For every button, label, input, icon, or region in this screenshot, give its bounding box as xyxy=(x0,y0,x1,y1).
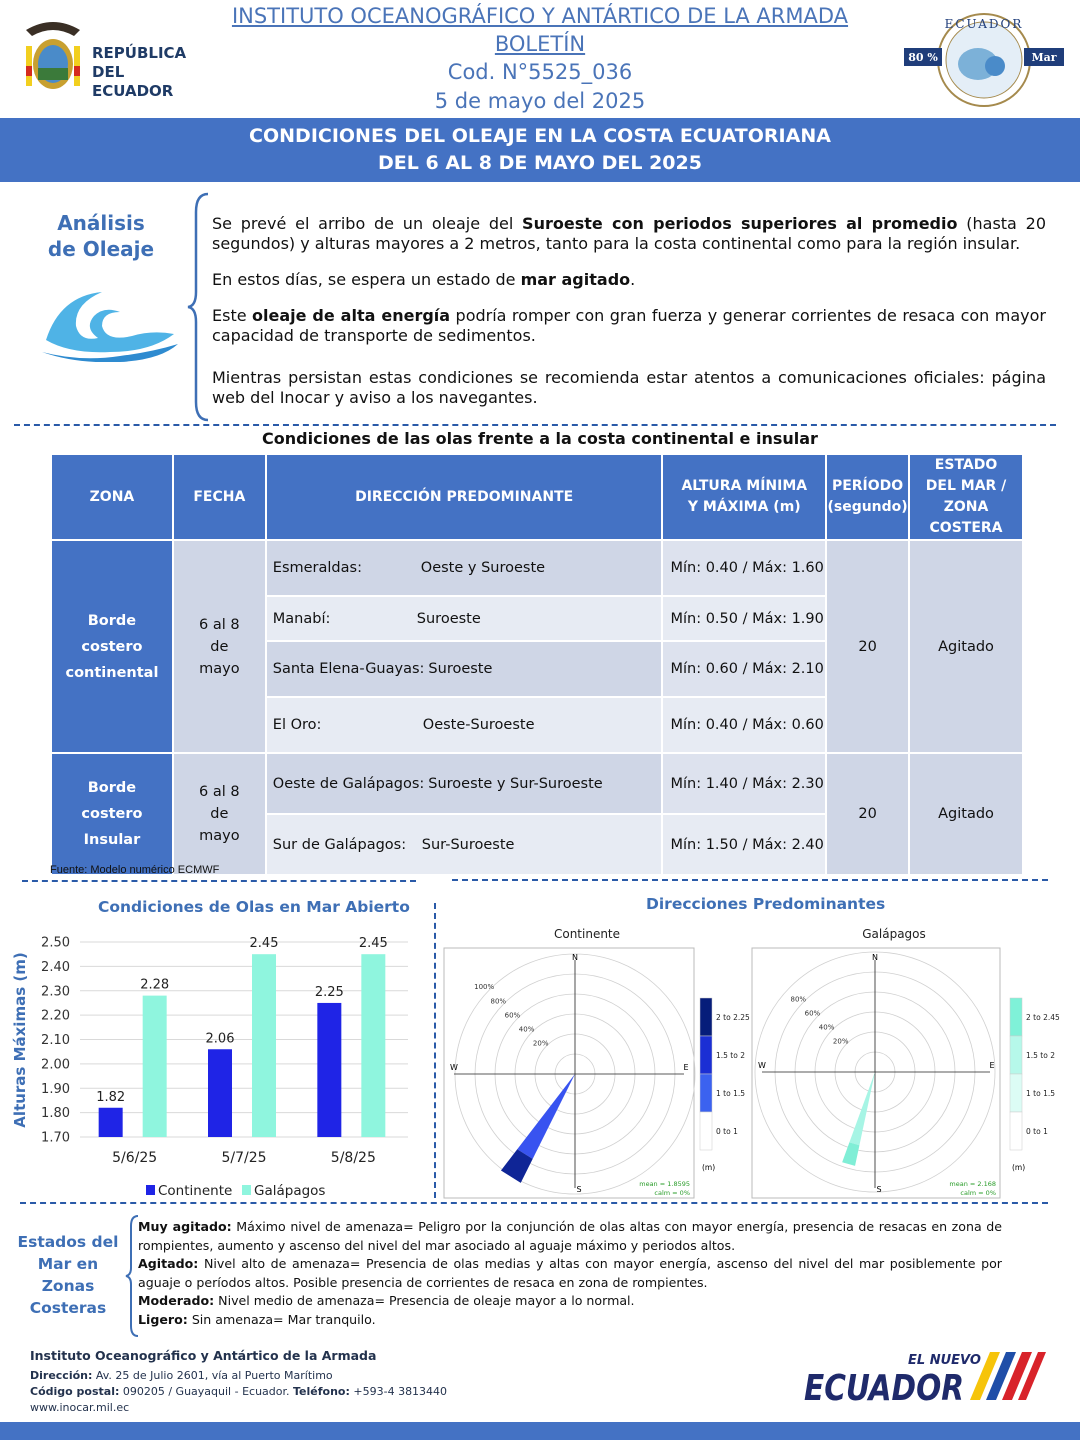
bar-continente xyxy=(317,1003,341,1137)
bar-galápagos xyxy=(143,996,167,1137)
state-label: Agitado: xyxy=(138,1256,199,1271)
bar-continente xyxy=(208,1049,232,1137)
table-title: Condiciones de las olas frente a la costa continental e insular xyxy=(262,429,818,448)
el-nuevo-ecuador-logo xyxy=(800,1348,1050,1408)
analysis-paragraph-1 xyxy=(212,214,1046,254)
rose-legend-swatch xyxy=(1010,1112,1022,1150)
table-header-row xyxy=(51,454,1023,540)
rose-legend-label: 1 to 1.5 xyxy=(716,1089,745,1098)
ecuador-mar-seal xyxy=(900,8,1068,112)
legend-swatch xyxy=(242,1185,251,1195)
banner-line2: DEL 6 AL 8 DE MAYO DEL 2025 xyxy=(378,152,702,174)
state-desc: Máximo nivel de amenaza= Peligro por la conjunción de olas altas con mayor energía, presencia de resacas en zona de rompientes, aumento y ascenso del nivel del mar asociado al aguaje máximo y periodos altos. xyxy=(138,1219,1002,1253)
p2-a: En estos días, se espera un estado de xyxy=(212,270,521,289)
p3-a: Este xyxy=(212,306,253,325)
rose-legend-unit: (m) xyxy=(1012,1163,1026,1172)
divider-dashed xyxy=(22,880,416,882)
p1-bold: Suroeste con periodos superiores al promedio xyxy=(522,214,958,233)
table-row xyxy=(51,753,1023,814)
state-desc: Nivel alto de amenaza= Presencia de olas medias y altas con mayor energía, ascenso del nivel del mar posiblemente por aguaje o períodos altos. Posible presencia de corrientes de resaca en zona de rompientes. xyxy=(138,1256,1002,1290)
rose-legend-swatch xyxy=(1010,1074,1022,1112)
banner-line1: CONDICIONES DEL OLEAJE EN LA COSTA ECUATORIANA xyxy=(249,125,831,147)
height-cell: Mín: 1.50 / Máx: 2.40 xyxy=(662,814,826,875)
state-moderado xyxy=(138,1292,1002,1311)
rose-legend-swatch xyxy=(700,998,712,1036)
seal-right-text: Mar xyxy=(1031,51,1057,64)
zip-label: Código postal: xyxy=(30,1385,120,1398)
footer-zip xyxy=(30,1384,447,1400)
rose-legend-label: 1 to 1.5 xyxy=(1026,1089,1055,1098)
data-label: 2.45 xyxy=(358,936,388,952)
states-text xyxy=(138,1218,1002,1329)
states-title xyxy=(12,1231,124,1319)
analysis-title-line1: Análisis xyxy=(57,211,145,235)
seal-top-text: ECUADOR xyxy=(944,17,1024,31)
zone-continental: Borde costero continental xyxy=(51,540,173,753)
place-name: Esmeraldas: xyxy=(272,560,362,576)
ring-label: 100% xyxy=(474,983,495,992)
ring-label: 80% xyxy=(790,995,807,1004)
ring-label: 20% xyxy=(832,1037,849,1046)
republic-line1: REPÚBLICA xyxy=(92,44,187,62)
y-tick-label: 2.20 xyxy=(41,1008,70,1024)
direction-value: Oeste-Suroeste xyxy=(422,717,535,733)
rose-legend-label: 1.5 to 2 xyxy=(1026,1051,1055,1060)
legend-label: Galápagos xyxy=(254,1183,326,1199)
zone-insular: Borde costero Insular xyxy=(51,753,173,875)
y-tick-label: 2.00 xyxy=(41,1057,70,1073)
direction-cell xyxy=(266,596,663,641)
rose-legend-swatch xyxy=(1010,1036,1022,1074)
legend-label: Continente xyxy=(158,1183,233,1199)
place-name: Santa Elena-Guayas: xyxy=(272,661,425,677)
tel-value: +593-4 3813440 xyxy=(349,1385,448,1398)
states-title-line2: Mar en Zonas xyxy=(37,1255,99,1295)
compass-e: E xyxy=(683,1063,689,1072)
state-ligero xyxy=(138,1311,1002,1330)
height-cell: Mín: 1.40 / Máx: 2.30 xyxy=(662,753,826,814)
data-label: 2.45 xyxy=(249,936,279,952)
header-direccion: DIRECCIÓN PREDOMINANTE xyxy=(266,454,663,540)
bulletin-date: 5 de mayo del 2025 xyxy=(434,89,646,113)
header-zona: ZONA xyxy=(51,454,173,540)
rose-legend-swatch xyxy=(700,1112,712,1150)
place-name: Manabí: xyxy=(272,610,331,627)
fecha-continental: 6 al 8 de mayo xyxy=(173,540,266,753)
ring-label: 60% xyxy=(804,1009,821,1018)
analysis-title-line2: de Oleaje xyxy=(47,237,155,261)
compass-w: W xyxy=(450,1063,458,1072)
analysis-paragraph-2 xyxy=(212,270,1046,290)
header-fecha: FECHA xyxy=(173,454,266,540)
compass-w: W xyxy=(758,1061,766,1070)
direction-cell xyxy=(266,641,663,697)
data-label: 1.82 xyxy=(96,1089,126,1105)
p1-a: Se prevé el arribo de un oleaje del xyxy=(212,214,523,233)
institute-title[interactable]: INSTITUTO OCEANOGRÁFICO Y ANTÁRTICO DE LA ARMADA xyxy=(231,4,849,28)
rose-chart-title: Direcciones Predominantes xyxy=(646,895,886,913)
state-desc: Sin amenaza= Mar tranquilo. xyxy=(187,1311,376,1327)
wave-conditions-table xyxy=(50,453,1024,876)
place-name: Oeste de Galápagos: xyxy=(272,775,425,792)
rose-panel-title: Galápagos xyxy=(862,927,926,941)
y-tick-label: 1.80 xyxy=(41,1106,70,1122)
direction-value: Suroeste xyxy=(416,610,481,627)
addr-value: Av. 25 de Julio 2601, vía al Puerto Marítimo xyxy=(92,1369,333,1382)
rose-stat-mean: mean = 2.168 xyxy=(949,1180,996,1188)
y-tick-label: 2.30 xyxy=(41,984,70,1000)
analysis-title xyxy=(30,210,172,262)
republica-ecuador-logo xyxy=(18,16,198,98)
y-tick-label: 2.10 xyxy=(41,1033,70,1048)
ring-label: 20% xyxy=(532,1039,549,1048)
footer-contact xyxy=(30,1348,447,1416)
state-agitado xyxy=(138,1255,1002,1292)
compass-n: N xyxy=(872,953,878,962)
y-tick-label: 2.40 xyxy=(41,959,70,975)
bulletin-title[interactable]: BOLETÍN xyxy=(494,32,586,56)
rose-legend-label: 1.5 to 2 xyxy=(716,1051,745,1060)
y-tick-label: 1.70 xyxy=(41,1130,70,1146)
bar-chart-title: Condiciones de Olas en Mar Abierto xyxy=(98,898,410,916)
header-altura: ALTURA MÍNIMA Y MÁXIMA (m) xyxy=(662,454,826,540)
compass-e: E xyxy=(989,1061,995,1070)
compass-n: N xyxy=(572,953,578,962)
divider-vertical xyxy=(434,903,436,1198)
bar-continente xyxy=(99,1108,123,1137)
place-name: Sur de Galápagos: xyxy=(272,836,407,853)
rose-legend-label: 0 to 1 xyxy=(716,1127,738,1136)
tel-label: Teléfono: xyxy=(293,1385,350,1398)
table-source: Fuente: Modelo numérico ECMWF xyxy=(50,864,220,876)
direction-cell xyxy=(266,814,663,875)
divider-dashed xyxy=(20,1202,1048,1204)
bar-galápagos xyxy=(252,954,276,1137)
addr-label: Dirección: xyxy=(30,1369,93,1382)
direction-value: Suroeste xyxy=(428,661,493,677)
title-banner xyxy=(0,118,1080,182)
periodo-insular: 20 xyxy=(826,753,909,875)
x-tick-label: 5/6/25 xyxy=(112,1150,158,1166)
divider-dashed xyxy=(14,424,1056,426)
rose-legend-swatch xyxy=(1010,998,1022,1036)
bulletin-code: Cod. N°5525_036 xyxy=(447,60,633,84)
states-title-line3: Costeras xyxy=(29,1299,107,1317)
place-name: El Oro: xyxy=(272,717,322,733)
rose-legend-label: 0 to 1 xyxy=(1026,1127,1048,1136)
p2-c: . xyxy=(630,270,636,289)
coat-of-arms-icon xyxy=(18,16,88,98)
rose-stat-calm: calm = 0% xyxy=(654,1189,690,1197)
bottom-bar xyxy=(0,1422,1080,1440)
direction-value: Suroeste y Sur-Suroeste xyxy=(428,775,603,792)
footer-web[interactable]: www.inocar.mil.ec xyxy=(30,1401,130,1414)
direction-value: Oeste y Suroeste xyxy=(420,560,546,576)
rose-legend-label: 2 to 2.25 xyxy=(716,1013,750,1022)
state-label: Moderado: xyxy=(138,1293,215,1308)
p2-bold: mar agitado xyxy=(520,270,631,289)
table-row xyxy=(51,540,1023,596)
p1-c: (hasta 20 segundos) y alturas mayores a 2 metros, tanto para la costa continental como para la región insular. xyxy=(212,214,1047,253)
x-tick-label: 5/8/25 xyxy=(330,1150,376,1166)
zip-value: 090205 / Guayaquil - Ecuador. xyxy=(119,1385,294,1398)
y-axis-label: Alturas Máximas (m) xyxy=(11,952,29,1128)
fecha-insular: 6 al 8 de mayo xyxy=(173,753,266,875)
analysis-text xyxy=(212,214,1046,424)
rose-panel-title: Continente xyxy=(553,927,621,941)
direction-cell xyxy=(266,540,663,596)
ring-label: 40% xyxy=(818,1023,835,1032)
header-estado: ESTADO DEL MAR / ZONA COSTERA xyxy=(909,454,1023,540)
ring-label: 60% xyxy=(504,1011,521,1020)
height-cell: Mín: 0.40 / Máx: 0.60 xyxy=(662,697,826,753)
data-label: 2.25 xyxy=(314,984,344,1000)
states-title-line1: Estados del xyxy=(17,1233,119,1251)
data-label: 2.06 xyxy=(205,1031,235,1047)
height-cell: Mín: 0.50 / Máx: 1.90 xyxy=(662,596,826,641)
state-label: Ligero: xyxy=(138,1311,188,1327)
bar-chart xyxy=(0,920,420,1205)
rose-legend-swatch xyxy=(700,1074,712,1112)
compass-s: S xyxy=(876,1185,882,1194)
footer-name: Instituto Oceanográfico y Antártico de la Armada xyxy=(30,1348,377,1363)
x-tick-label: 5/7/25 xyxy=(221,1150,267,1166)
rose-legend-unit: (m) xyxy=(702,1163,716,1172)
logo-main-text: ECUADOR xyxy=(804,1368,964,1408)
legend-swatch xyxy=(146,1185,155,1195)
state-muy-agitado xyxy=(138,1218,1002,1255)
data-label: 2.28 xyxy=(140,977,170,993)
compass-s: S xyxy=(576,1185,582,1194)
periodo-continental: 20 xyxy=(826,540,909,753)
p3-bold: oleaje de alta energía xyxy=(252,306,451,325)
analysis-brace xyxy=(186,192,210,422)
logo-top-text: EL NUEVO xyxy=(908,1353,981,1368)
ring-label: 40% xyxy=(518,1025,535,1034)
rose-frame xyxy=(752,948,1000,1198)
divider-dashed xyxy=(452,879,1048,881)
ring-label: 80% xyxy=(490,997,507,1006)
seal-left-text: 80 % xyxy=(908,51,938,64)
rose-legend-label: 2 to 2.45 xyxy=(1026,1013,1060,1022)
y-tick-label: 2.50 xyxy=(41,935,70,951)
bar-galápagos xyxy=(361,954,385,1137)
direction-cell xyxy=(266,753,663,814)
height-cell: Mín: 0.40 / Máx: 1.60 xyxy=(662,540,826,596)
footer-address xyxy=(30,1368,447,1384)
rose-chart xyxy=(440,920,1080,1205)
y-tick-label: 1.90 xyxy=(41,1081,70,1097)
estado-insular: Agitado xyxy=(909,753,1023,875)
header-periodo: PERÍODO (segundo) xyxy=(826,454,909,540)
height-cell: Mín: 0.60 / Máx: 2.10 xyxy=(662,641,826,697)
p3-c: podría romper con gran fuerza y generar corrientes de resaca con mayor capacidad de transporte de sedimentos. xyxy=(212,306,1047,345)
direction-value: Sur-Suroeste xyxy=(421,836,515,853)
republic-line2: DEL ECUADOR xyxy=(92,63,174,100)
analysis-paragraph-4: Mientras persistan estas condiciones se recomienda estar atentos a comunicaciones oficiales: página web del Inocar y aviso a los navegantes. xyxy=(212,368,1046,407)
rose-legend-swatch xyxy=(700,1036,712,1074)
state-desc: Nivel medio de amenaza= Presencia de oleaje mayor a lo normal. xyxy=(214,1293,635,1308)
estado-continental: Agitado xyxy=(909,540,1023,753)
wave-icon xyxy=(40,282,180,362)
rose-stat-mean: mean = 1.8595 xyxy=(639,1180,690,1188)
analysis-paragraph-3 xyxy=(212,306,1046,346)
direction-cell xyxy=(266,697,663,753)
rose-stat-calm: calm = 0% xyxy=(960,1189,996,1197)
state-label: Muy agitado: xyxy=(138,1219,232,1234)
